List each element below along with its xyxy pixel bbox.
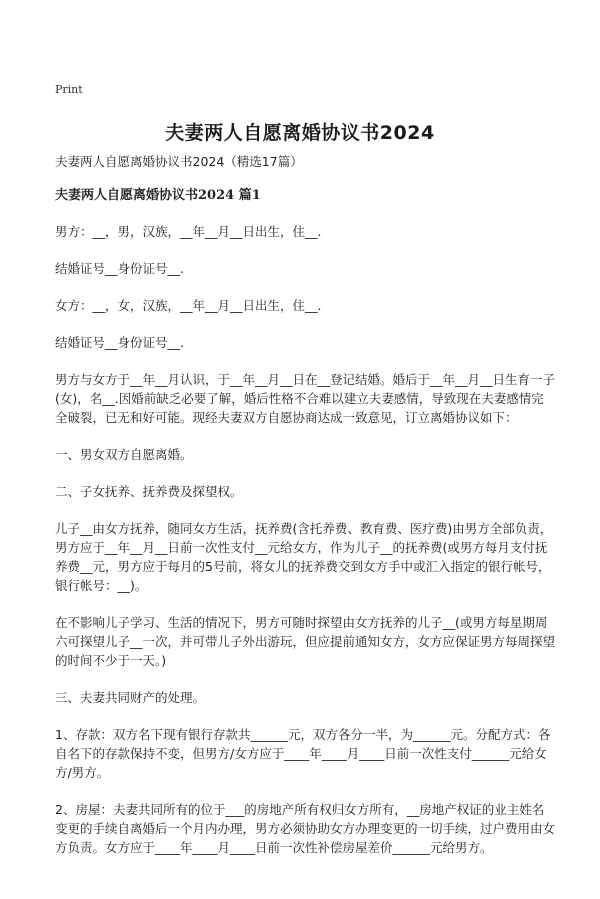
section-heading: 夫妻两人自愿离婚协议书2024 篇1 bbox=[55, 188, 261, 203]
paragraph-clause-2: 二、子女抚养、抚养费及探望权。 bbox=[55, 484, 243, 499]
document-subtitle: 夫妻两人自愿离婚协议书2024（精选17篇） bbox=[55, 154, 303, 169]
paragraph-savings: 1、存款：双方名下现有银行存款共______元，双方各分一半，为______元。分配方式：各自名下的存款保持不变，但男方/女方应于____年____月____日前一次性支付______元给女方/男方。 bbox=[55, 727, 551, 780]
paragraph-visitation: 在不影响儿子学习、生活的情况下，男方可随时探望由女方抚养的儿子__(或男方每星期周六可探望儿子__一次，并可带儿子外出游玩，但应提前通知女方，女方应保证男方每周探望的时间不少于一天。) bbox=[55, 615, 556, 668]
paragraph-marriage-background: 男方与女方于__年__月认识，于__年__月__日在__登记结婚。婚后于__年__月__日生育一子(女)，名__.因婚前缺乏必要了解，婚后性格不合难以建立夫妻感情，导致现在夫妻感情完全破裂，已无和好可能。现经夫妻双方自愿协商达成一致意见，订立离婚协议如下： bbox=[55, 372, 556, 425]
paragraph-male-certificate: 结婚证号__身份证号__. bbox=[55, 261, 184, 276]
paragraph-male-info: 男方：__，男，汉族，__年__月__日出生，住__. bbox=[55, 224, 322, 239]
paragraph-property: 2、房屋：夫妻共同所有的位于___的房地产所有权归女方所有，__房地产权证的业主姓名变更的手续自离婚后一个月内办理，男方必须协助女方办理变更的一切手续，过户费用由女方负责。女方应于____年____月____日前一次性补偿房屋差价______元给男方。 bbox=[55, 802, 556, 855]
paragraph-female-info: 女方：__，女，汉族，__年__月__日出生，住__. bbox=[55, 298, 322, 313]
document-body bbox=[55, 152, 555, 875]
paragraph-clause-3: 三、夫妻共同财产的处理。 bbox=[55, 690, 206, 705]
paragraph-female-certificate: 结婚证号__身份证号__. bbox=[55, 335, 184, 350]
paragraph-child-support: 儿子__由女方抚养，随同女方生活，抚养费(含托养费、教育费、医疗费)由男方全部负责，男方应于__年__月__日前一次性支付__元给女方，作为儿子__的抚养费(或男方每月支付抚养费__元，男方应于每月的5号前，将女儿的抚养费交到女方手中或汇入指定的银行帐号，银行帐号：__)。 bbox=[55, 521, 553, 593]
paragraph-clause-1: 一、男女双方自愿离婚。 bbox=[55, 447, 193, 462]
print-label[interactable]: Print bbox=[55, 83, 83, 96]
document-title: 夫妻两人自愿离婚协议书2024 bbox=[165, 122, 435, 144]
